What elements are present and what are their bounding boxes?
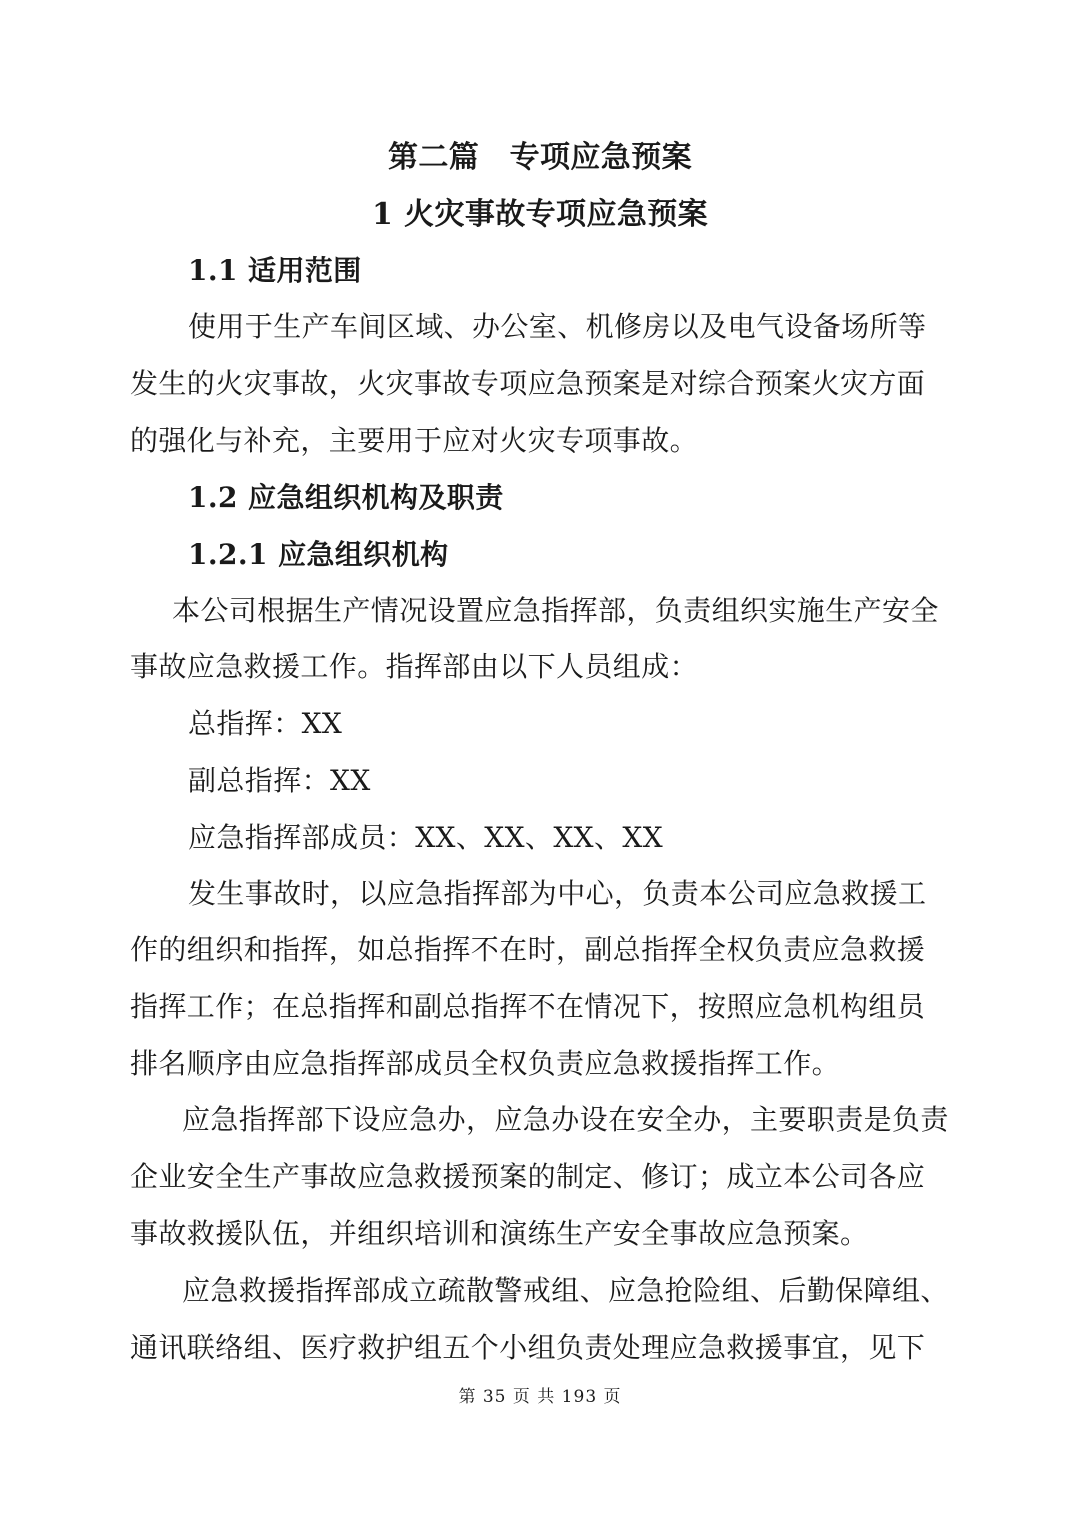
paragraph-line: 事故救援队伍，并组织培训和演练生产安全事故应急预案。 (130, 1217, 869, 1250)
part-title: 第二篇 专项应急预案 (388, 140, 692, 175)
paragraph-line: 企业安全生产事故应急救援预案的制定、修订；成立本公司各应 (130, 1160, 926, 1193)
section-heading-1-2-1: 1.2.1 应急组织机构 (188, 538, 449, 571)
section-heading-1-2: 1.2 应急组织机构及职责 (188, 481, 504, 514)
paragraph-line: 使用于生产车间区域、办公室、机修房以及电气设备场所等 (188, 310, 927, 343)
chapter-title: 1 火灾事故专项应急预案 (371, 197, 709, 232)
paragraph-line: 发生的火灾事故，火灾事故专项应急预案是对综合预案火灾方面 (130, 367, 926, 400)
page-number-footer: 第 35 页 共 193 页 (458, 1387, 622, 1407)
paragraph-line: 作的组织和指挥，如总指挥不在时，副总指挥全权负责应急救援 (130, 933, 926, 966)
deputy-commander-line: 副总指挥：XX (188, 764, 371, 797)
paragraph-line: 通讯联络组、医疗救护组五个小组负责处理应急救援事宜，见下 (130, 1331, 926, 1364)
paragraph-line: 应急救援指挥部成立疏散警戒组、应急抢险组、后勤保障组、 (182, 1274, 949, 1307)
paragraph-line: 事故应急救援工作。指挥部由以下人员组成： (130, 650, 699, 683)
paragraph-line: 排名顺序由应急指挥部成员全权负责应急救援指挥工作。 (130, 1047, 841, 1080)
section-heading-1-1: 1.1 适用范围 (188, 254, 362, 287)
paragraph-line: 的强化与补充，主要用于应对火灾专项事故。 (130, 424, 699, 457)
paragraph-line: 发生事故时，以应急指挥部为中心，负责本公司应急救援工 (188, 877, 927, 910)
paragraph-line: 本公司根据生产情况设置应急指挥部，负责组织实施生产安全 (172, 594, 939, 627)
commander-line: 总指挥：XX (188, 707, 343, 740)
members-line: 应急指挥部成员：XX、XX、XX、XX (188, 821, 664, 854)
paragraph-line: 指挥工作；在总指挥和副总指挥不在情况下，按照应急机构组员 (130, 990, 926, 1023)
paragraph-line: 应急指挥部下设应急办，应急办设在安全办，主要职责是负责 (182, 1103, 949, 1136)
